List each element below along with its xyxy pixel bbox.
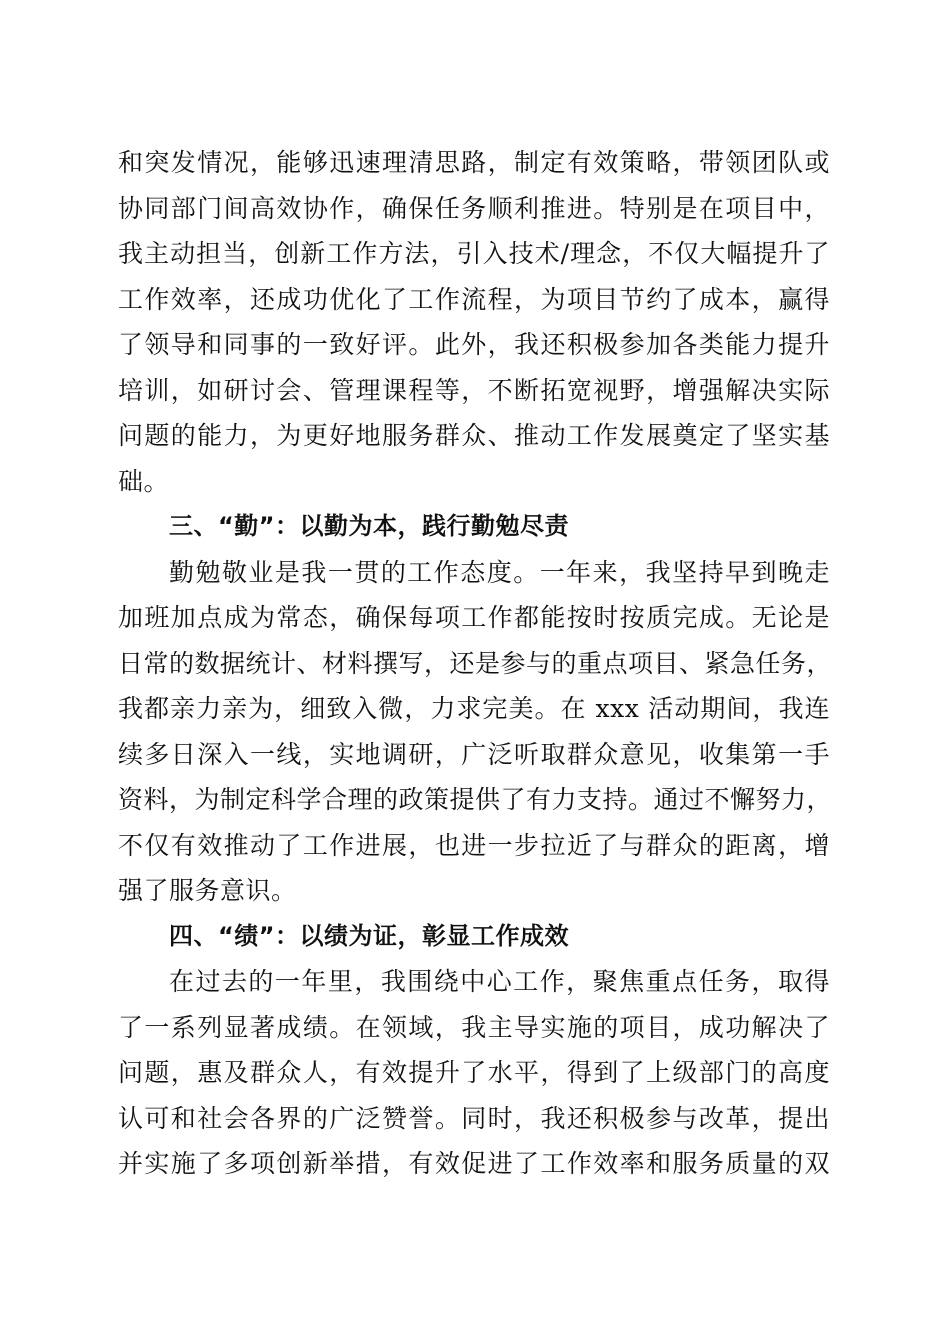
paragraph [118, 140, 830, 504]
paragraph-line: 不仅有效推动了工作进展，也进一步拉近了与群众的距离，增 [118, 830, 830, 860]
paragraph-line: 加班加点成为常态，确保每项工作都能按时按质完成。无论是 [118, 603, 830, 632]
document-body [118, 140, 833, 1187]
section-heading: 三、“勤”：以勤为本，践行勤勉尽责 [169, 512, 570, 540]
paragraph-line: 了一系列显著成绩。在领域，我主导实施的项目，成功解决了 [118, 1012, 830, 1042]
paragraph-line: 协同部门间高效协作，确保任务顺利推进。特别是在项目中， [118, 193, 830, 223]
paragraph-line: 认可和社会各界的广泛赞誉。同时，我还积极参与改革，提出 [118, 1103, 830, 1133]
paragraph-line: 础。 [118, 466, 170, 496]
paragraph-line: 和突发情况，能够迅速理清思路，制定有效策略，带领团队或 [118, 148, 830, 177]
paragraph-line: 在过去的一年里，我围绕中心工作，聚焦重点任务，取得 [169, 967, 830, 996]
paragraph-line: 我主动担当，创新工作方法，引入技术/理念，不仅大幅提升了 [118, 239, 830, 268]
paragraph-line: 续多日深入一线，实地调研，广泛听取群众意见，收集第一手 [118, 739, 830, 769]
paragraph-line: 并实施了多项创新举措，有效促进了工作效率和服务质量的双 [118, 1149, 830, 1178]
paragraph-line: 资料，为制定科学合理的政策提供了有力支持。通过不懈努力， [118, 785, 833, 814]
paragraph-line: 了领导和同事的一致好评。此外，我还积极参加各类能力提升 [118, 330, 830, 359]
paragraph-line: 培训，如研讨会、管理课程等，不断拓宽视野，增强解决实际 [118, 375, 830, 405]
paragraph-line: 强了服务意识。 [118, 876, 297, 905]
section-heading: 四、“绩”：以绩为证，彰显工作成效 [169, 921, 570, 950]
paragraph [118, 959, 830, 1187]
paragraph-line: 日常的数据统计、材料撰写，还是参与的重点项目、紧急任务， [118, 648, 833, 678]
paragraph-line: 问题的能力，为更好地服务群众、推动工作发展奠定了坚实基 [118, 421, 830, 450]
paragraph-line: 问题，惠及群众人，有效提升了水平，得到了上级部门的高度 [118, 1058, 830, 1087]
paragraph-line: 工作效率，还成功优化了工作流程，为项目节约了成本，赢得 [118, 284, 830, 314]
paragraph-line: 勤勉敬业是我一贯的工作态度。一年来，我坚持早到晚走 [169, 557, 830, 587]
paragraph [118, 550, 833, 914]
paragraph-line: 我都亲力亲为，细致入微，力求完美。在 xxx 活动期间，我连 [118, 694, 830, 723]
